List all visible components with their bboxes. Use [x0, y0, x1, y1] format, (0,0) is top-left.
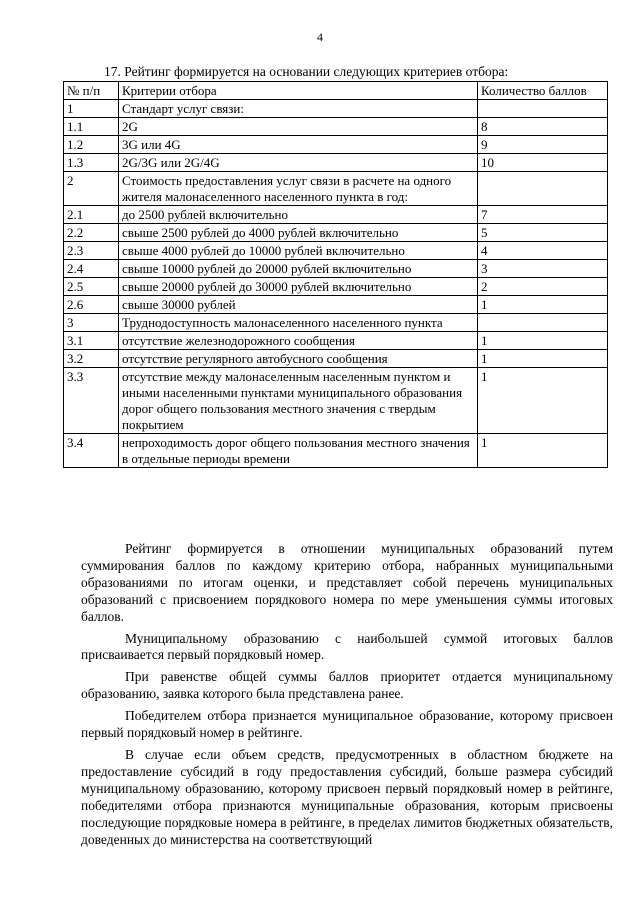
- row-criterion: свыше 30000 рублей: [119, 296, 478, 314]
- table-row: [64, 242, 608, 260]
- table-row: [64, 314, 608, 332]
- row-points: 9: [478, 136, 608, 154]
- criteria-table: [63, 81, 608, 468]
- row-criterion: 2G/3G или 2G/4G: [119, 154, 478, 172]
- table-row: [64, 224, 608, 242]
- table-row: [64, 296, 608, 314]
- row-number: 1.1: [64, 118, 119, 136]
- row-points: 1: [478, 368, 608, 434]
- header-criterion: Критерии отбора: [119, 82, 478, 100]
- section-heading: 17. Рейтинг формируется на основании следующих критериев отбора:: [104, 64, 509, 79]
- row-number: 3: [64, 314, 119, 332]
- row-number: 2.6: [64, 296, 119, 314]
- row-number: 3.1: [64, 332, 119, 350]
- row-points: [478, 314, 608, 332]
- row-criterion: отсутствие регулярного автобусного сообщения: [119, 350, 478, 368]
- row-points: 7: [478, 206, 608, 224]
- row-number: 2: [64, 172, 119, 206]
- row-number: 3.2: [64, 350, 119, 368]
- row-criterion: свыше 4000 рублей до 10000 рублей включительно: [119, 242, 478, 260]
- row-criterion: отсутствие железнодорожного сообщения: [119, 332, 478, 350]
- row-criterion: свыше 2500 рублей до 4000 рублей включительно: [119, 224, 478, 242]
- page-number: 4: [317, 30, 323, 44]
- row-points: 1: [478, 350, 608, 368]
- row-number: 1: [64, 100, 119, 118]
- row-number: 2.2: [64, 224, 119, 242]
- table-row: [64, 172, 608, 206]
- table-row: [64, 154, 608, 172]
- table-row: [64, 350, 608, 368]
- table-row: [64, 434, 608, 468]
- row-points: 1: [478, 296, 608, 314]
- paragraph: Рейтинг формируется в отношении муниципальных образований путем суммирования баллов по каждому критерию отбора, набранных муниципальными образованиями по итогам оценки, и представляет собой перечень муниципальных образований с присвоением порядкового номера по мере уменьшения суммы итоговых баллов.: [81, 541, 613, 624]
- row-number: 2.3: [64, 242, 119, 260]
- row-points: 2: [478, 278, 608, 296]
- row-criterion: свыше 10000 рублей до 20000 рублей включительно: [119, 260, 478, 278]
- row-points: 10: [478, 154, 608, 172]
- row-criterion: 3G или 4G: [119, 136, 478, 154]
- row-points: 1: [478, 332, 608, 350]
- table-row: [64, 332, 608, 350]
- row-criterion: Стоимость предоставления услуг связи в расчете на одного жителя малонаселенного населенного пункта в год:: [119, 172, 478, 206]
- row-points: 3: [478, 260, 608, 278]
- header-number: № п/п: [64, 82, 119, 100]
- row-number: 2.5: [64, 278, 119, 296]
- row-points: [478, 172, 608, 206]
- row-number: 3.4: [64, 434, 119, 468]
- row-number: 2.4: [64, 260, 119, 278]
- table-row: [64, 368, 608, 434]
- table-row: [64, 118, 608, 136]
- table-row: [64, 260, 608, 278]
- table-body: [64, 100, 608, 468]
- row-number: 3.3: [64, 368, 119, 434]
- table-row: [64, 206, 608, 224]
- paragraph: Муниципальному образованию с наибольшей суммой итоговых баллов присваивается первый порядковый номер.: [81, 630, 613, 663]
- row-criterion: свыше 20000 рублей до 30000 рублей включительно: [119, 278, 478, 296]
- row-points: 8: [478, 118, 608, 136]
- table-row: [64, 100, 608, 118]
- row-number: 1.2: [64, 136, 119, 154]
- table-header-row: [64, 82, 608, 100]
- row-criterion: 2G: [119, 118, 478, 136]
- row-points: 5: [478, 224, 608, 242]
- row-criterion: Стандарт услуг связи:: [119, 100, 478, 118]
- row-number: 2.1: [64, 206, 119, 224]
- row-criterion: до 2500 рублей включительно: [119, 206, 478, 224]
- row-criterion: непроходимость дорог общего пользования местного значения в отдельные периоды времени: [119, 434, 478, 468]
- row-criterion: отсутствие между малонаселенным населенным пунктом и иными населенными пунктами муниципального образования дорог общего пользования местного значения с твердым покрытием: [119, 368, 478, 434]
- paragraph: В случае если объем средств, предусмотренных в областном бюджете на предоставление субсидий в году предоставления субсидий, больше размера субсидий муниципальному образованию, которому присвоен первый порядковый номер в рейтинге, победителями отбора признаются муниципальные образования, которым присвоены последующие порядковые номера в рейтинге, в пределах лимитов бюджетных обязательств, доведенных до министерства на соответствующий: [81, 746, 614, 847]
- table-row: [64, 136, 608, 154]
- row-number: 1.3: [64, 154, 119, 172]
- paragraph: Победителем отбора признается муниципальное образование, которому присвоен первый порядковый номер в рейтинге.: [81, 708, 613, 741]
- body-text: [81, 541, 613, 853]
- header-points: Количество баллов: [478, 82, 608, 100]
- row-criterion: Труднодоступность малонаселенного населенного пункта: [119, 314, 478, 332]
- row-points: 4: [478, 242, 608, 260]
- table-row: [64, 278, 608, 296]
- paragraph: При равенстве общей суммы баллов приоритет отдается муниципальному образованию, заявка которого была представлена ранее.: [81, 669, 613, 702]
- row-points: [478, 100, 608, 118]
- row-points: 1: [478, 434, 608, 468]
